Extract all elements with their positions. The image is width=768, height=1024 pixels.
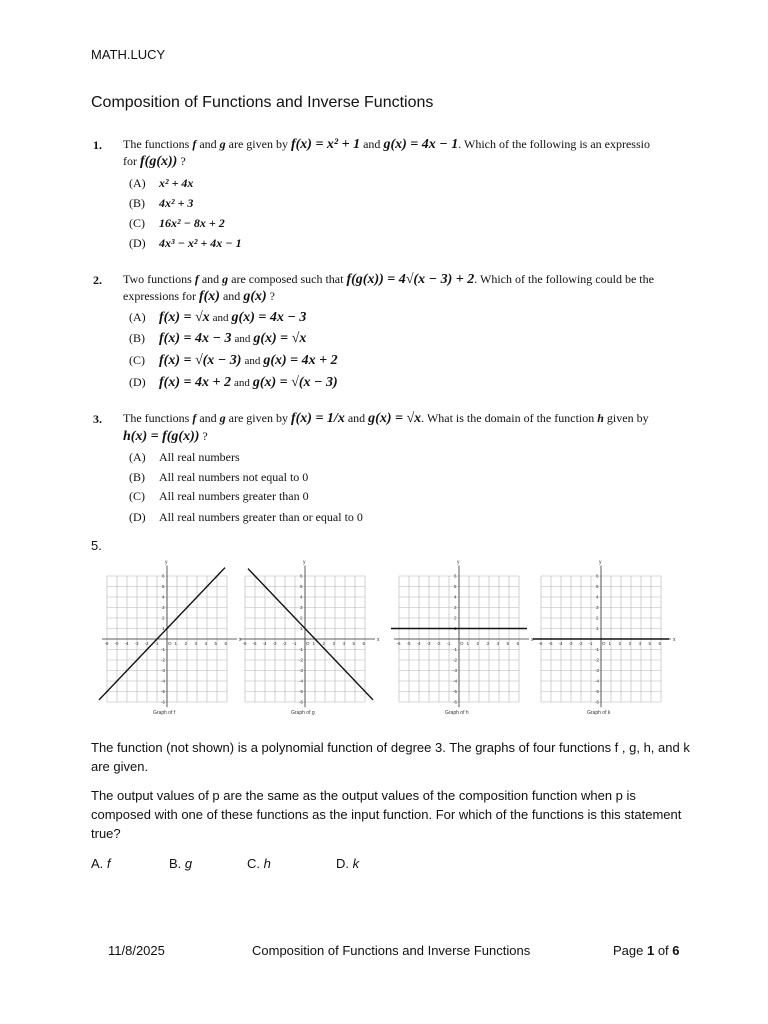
x-axis-label: x — [239, 637, 242, 643]
footer-title: Composition of Functions and Inverse Functions — [252, 943, 531, 958]
y-tick-label: -1 — [595, 647, 600, 652]
x-tick-label: 3 — [194, 641, 198, 646]
y-tick-label: 4 — [596, 594, 599, 600]
y-tick-label: -5 — [299, 689, 304, 694]
x-tick-label: -2 — [578, 641, 583, 646]
q1-choice-c[interactable]: (C) 16x² − 8x + 2 — [129, 216, 225, 230]
y-tick-label: -2 — [453, 657, 458, 663]
x-tick-label: 4 — [638, 641, 642, 646]
y-tick-label: 2 — [162, 615, 165, 621]
y-tick-label: -4 — [161, 678, 166, 684]
y-tick-label: -2 — [595, 657, 600, 663]
x-tick-label: 3 — [332, 641, 336, 646]
q2-stem-line1: Two functions f and g are composed such that f(g(x)) = 4√(x − 3) + 2. Which of the following could be the — [123, 272, 654, 287]
y-tick-label: 3 — [300, 605, 303, 610]
x-tick-label: -3 — [426, 641, 431, 646]
y-tick-label: 4 — [162, 594, 165, 600]
x-tick-label: 6 — [658, 641, 662, 646]
x-tick-label: -4 — [558, 641, 563, 646]
y-tick-label: -4 — [453, 678, 458, 684]
x-tick-label: 2 — [476, 641, 480, 646]
x-tick-label: -1 — [154, 641, 159, 646]
q1-stem-line2: for f(g(x)) ? — [123, 154, 186, 169]
y-tick-label: 6 — [162, 573, 165, 579]
x-tick-label: 5 — [352, 641, 356, 646]
y-tick-label: -1 — [453, 647, 458, 652]
y-tick-label: 5 — [454, 584, 457, 589]
q5-graphs — [95, 559, 676, 722]
q5-paragraph-1: The function (not shown) is a polynomial function of degree 3. The graphs of four functions f , g, h, and k are given. — [91, 740, 690, 774]
q3-choice-a[interactable]: (A) All real numbers — [129, 450, 240, 464]
q3-number: 3. — [93, 412, 102, 426]
y-tick-label: 5 — [596, 584, 599, 589]
y-axis-label: y — [457, 559, 460, 566]
x-tick-label: 6 — [224, 641, 228, 646]
q1-choice-a[interactable]: (A) x² + 4x — [129, 176, 194, 190]
y-tick-label: 4 — [454, 594, 457, 600]
q2-choice-a[interactable]: (A) f(x) = √x and g(x) = 4x − 3 — [129, 310, 307, 325]
q5-answer-a[interactable]: A. f — [91, 856, 111, 871]
y-tick-label: -2 — [299, 657, 304, 663]
x-tick-label: -4 — [124, 641, 129, 646]
q3-choice-d[interactable]: (D) All real numbers greater than or equal to 0 — [129, 510, 363, 524]
x-tick-label: 5 — [506, 641, 510, 646]
y-tick-label: -6 — [595, 699, 600, 705]
q3-stem-line2: h(x) = f(g(x)) ? — [123, 429, 208, 444]
x-tick-label: -2 — [436, 641, 441, 646]
y-tick-label: 5 — [162, 584, 165, 589]
y-tick-label: 3 — [162, 605, 165, 610]
y-tick-label: 2 — [596, 615, 599, 621]
y-tick-label: -5 — [453, 689, 458, 694]
q2-choice-c[interactable]: (C) f(x) = √(x − 3) and g(x) = 4x + 2 — [129, 353, 338, 368]
graph-caption: Graph of h — [445, 710, 469, 716]
y-axis-label: y — [165, 559, 168, 566]
y-tick-label: 3 — [454, 605, 457, 610]
q1-choice-d[interactable]: (D) 4x³ − x² + 4x − 1 — [129, 236, 242, 250]
y-tick-label: -5 — [161, 689, 166, 694]
y-tick-label: 6 — [596, 573, 599, 579]
footer-date: 11/8/2025 — [108, 943, 165, 958]
x-tick-label: -3 — [568, 641, 573, 646]
x-tick-label: -1 — [292, 641, 297, 646]
x-tick-label: -1 — [446, 641, 451, 646]
x-tick-label: -3 — [272, 641, 277, 646]
x-tick-label: -6 — [396, 641, 401, 646]
y-tick-label: 1 — [454, 626, 457, 631]
x-tick-label: -6 — [104, 641, 109, 646]
y-tick-label: 3 — [596, 605, 599, 610]
q1-choice-b[interactable]: (B) 4x² + 3 — [129, 196, 194, 210]
graph-k — [533, 559, 676, 716]
x-tick-label: -5 — [114, 641, 119, 646]
q3-choice-c[interactable]: (C) All real numbers greater than 0 — [129, 489, 309, 503]
y-tick-label: 4 — [300, 594, 303, 600]
x-tick-label: 3 — [628, 641, 632, 646]
x-tick-label: 2 — [618, 641, 622, 646]
graph-f — [99, 559, 242, 716]
y-tick-label: -3 — [453, 668, 458, 673]
x-axis-label: x — [673, 637, 676, 643]
y-tick-label: 6 — [454, 573, 457, 579]
q5-paragraph-2: The output values of p are the same as the output values of the composition function when p is composed with one of these functions as the input function. For which of the functions is this statement true? — [91, 788, 682, 841]
x-tick-label: 2 — [322, 641, 326, 646]
footer-page: Page 1 of 6 — [613, 943, 680, 958]
y-tick-label: -1 — [299, 647, 304, 652]
x-tick-label: 5 — [648, 641, 652, 646]
x-tick-label: -6 — [242, 641, 247, 646]
x-tick-label: -1 — [588, 641, 593, 646]
x-tick-label: 1 — [174, 641, 178, 646]
q3-choice-b[interactable]: (B) All real numbers not equal to 0 — [129, 470, 309, 484]
y-axis-label: y — [303, 559, 306, 566]
q5-answer-d[interactable]: D. k — [336, 856, 360, 871]
y-tick-label: 1 — [300, 626, 303, 631]
x-tick-label: O — [602, 641, 606, 646]
x-tick-label: 1 — [466, 641, 470, 646]
x-tick-label: 1 — [608, 641, 612, 646]
x-tick-label: O — [168, 641, 172, 646]
y-tick-label: -6 — [299, 699, 304, 705]
y-tick-label: -1 — [161, 647, 166, 652]
y-tick-label: -6 — [161, 699, 166, 705]
q5-answer-b[interactable]: B. g — [169, 856, 193, 871]
y-tick-label: 6 — [300, 573, 303, 579]
q1-stem-line1: The functions f and g are given by f(x) = x² + 1 and g(x) = 4x − 1. Which of the following is an expressio — [123, 137, 650, 152]
y-tick-label: -3 — [161, 668, 166, 673]
x-tick-label: 2 — [184, 641, 188, 646]
x-tick-label: -6 — [538, 641, 543, 646]
q5-answer-c[interactable]: C. h — [247, 856, 271, 871]
x-tick-label: 5 — [214, 641, 218, 646]
x-tick-label: -4 — [416, 641, 421, 646]
y-tick-label: -2 — [161, 657, 166, 663]
x-tick-label: 6 — [362, 641, 366, 646]
graph-g — [240, 559, 380, 716]
q5-number: 5. — [91, 538, 102, 553]
y-tick-label: 2 — [454, 615, 457, 621]
x-tick-label: -5 — [252, 641, 257, 646]
x-tick-label: O — [460, 641, 464, 646]
q3-stem-line1: The functions f and g are given by f(x) = 1/x and g(x) = √x. What is the domain of the function h given by — [123, 411, 649, 426]
graph-caption: Graph of g — [291, 710, 315, 716]
page-header: MATH.LUCY — [91, 47, 166, 62]
y-tick-label: -3 — [299, 668, 304, 673]
y-tick-label: -6 — [453, 699, 458, 705]
x-tick-label: 4 — [204, 641, 208, 646]
y-tick-label: -4 — [299, 678, 304, 684]
q2-choice-d[interactable]: (D) f(x) = 4x + 2 and g(x) = √(x − 3) — [129, 375, 338, 390]
x-tick-label: -3 — [134, 641, 139, 646]
y-tick-label: 1 — [596, 626, 599, 631]
y-tick-label: -5 — [595, 689, 600, 694]
page-title: Composition of Functions and Inverse Functions — [91, 94, 434, 111]
q2-stem-line2: expressions for f(x) and g(x) ? — [123, 289, 275, 304]
y-axis-label: y — [599, 559, 602, 566]
x-tick-label: 4 — [342, 641, 346, 646]
x-axis-label: x — [531, 637, 534, 643]
x-tick-label: 1 — [312, 641, 316, 646]
x-tick-label: -4 — [262, 641, 267, 646]
x-tick-label: -5 — [406, 641, 411, 646]
q2-choice-b[interactable]: (B) f(x) = 4x − 3 and g(x) = √x — [129, 331, 307, 346]
q2-number: 2. — [93, 273, 102, 287]
graph-caption: Graph of f — [153, 710, 176, 716]
x-tick-label: -2 — [144, 641, 149, 646]
x-tick-label: -5 — [548, 641, 553, 646]
q1-number: 1. — [93, 138, 102, 152]
x-tick-label: O — [306, 641, 310, 646]
graph-h — [391, 559, 534, 716]
x-axis-label: x — [377, 637, 380, 643]
function-line-g — [248, 569, 373, 700]
x-tick-label: 6 — [516, 641, 520, 646]
y-tick-label: 1 — [162, 626, 165, 631]
y-tick-label: 2 — [300, 615, 303, 621]
y-tick-label: -4 — [595, 678, 600, 684]
y-tick-label: -3 — [595, 668, 600, 673]
x-tick-label: -2 — [282, 641, 287, 646]
y-tick-label: 5 — [300, 584, 303, 589]
x-tick-label: 4 — [496, 641, 500, 646]
x-tick-label: 3 — [486, 641, 490, 646]
graph-caption: Graph of k — [587, 710, 611, 716]
